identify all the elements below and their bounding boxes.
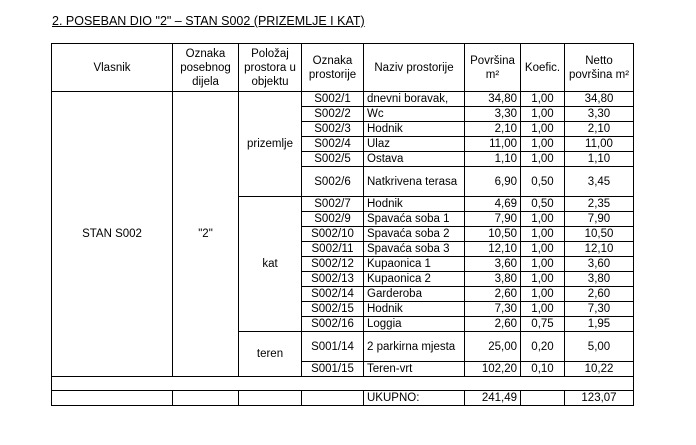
naziv-cell: Kupaonica 1 xyxy=(364,257,465,272)
netto-cell: 7,30 xyxy=(565,302,634,317)
total-empty xyxy=(173,391,239,406)
total-empty xyxy=(302,391,364,406)
povrsina-cell: 2,10 xyxy=(465,122,521,137)
povrsina-cell: 4,69 xyxy=(465,197,521,212)
oznaka-cell: S001/14 xyxy=(302,332,364,362)
koef-cell: 1,00 xyxy=(521,227,565,242)
naziv-cell: Teren-vrt xyxy=(364,362,465,377)
naziv-cell: Hodnik xyxy=(364,122,465,137)
povrsina-cell: 34,80 xyxy=(465,92,521,107)
naziv-cell: Wc xyxy=(364,107,465,122)
povrsina-cell: 1,10 xyxy=(465,152,521,167)
group-teren: teren xyxy=(239,332,302,377)
netto-cell: 3,80 xyxy=(565,272,634,287)
koef-cell: 0,20 xyxy=(521,332,565,362)
povrsina-cell: 2,60 xyxy=(465,287,521,302)
total-label: UKUPNO: xyxy=(364,391,465,406)
header-oznaka-dijela: Oznaka posebnog dijela xyxy=(173,44,239,92)
povrsina-cell: 6,90 xyxy=(465,167,521,197)
naziv-cell: Natkrivena terasa xyxy=(364,167,465,197)
povrsina-cell: 3,80 xyxy=(465,272,521,287)
header-netto: Netto površina m² xyxy=(565,44,634,92)
povrsina-cell: 2,60 xyxy=(465,317,521,332)
oznaka-cell: S002/5 xyxy=(302,152,364,167)
header-row xyxy=(52,44,634,92)
povrsina-cell: 3,60 xyxy=(465,257,521,272)
povrsina-cell: 7,90 xyxy=(465,212,521,227)
povrsina-cell: 25,00 xyxy=(465,332,521,362)
naziv-cell: Hodnik xyxy=(364,302,465,317)
koef-cell: 0,50 xyxy=(521,167,565,197)
naziv-cell: dnevni boravak, xyxy=(364,92,465,107)
povrsina-cell: 12,10 xyxy=(465,242,521,257)
spacer-row xyxy=(52,377,634,391)
header-naziv: Naziv prostorije xyxy=(364,44,465,92)
netto-cell: 12,10 xyxy=(565,242,634,257)
naziv-cell: Loggia xyxy=(364,317,465,332)
naziv-cell: Garderoba xyxy=(364,287,465,302)
povrsina-cell: 3,30 xyxy=(465,107,521,122)
total-empty xyxy=(52,391,173,406)
koef-cell: 0,50 xyxy=(521,197,565,212)
povrsina-cell: 102,20 xyxy=(465,362,521,377)
naziv-cell: Spavaća soba 2 xyxy=(364,227,465,242)
netto-cell: 1,10 xyxy=(565,152,634,167)
header-oznaka-prostorije: Oznaka prostorije xyxy=(302,44,364,92)
oznaka-cell: S002/14 xyxy=(302,287,364,302)
oznaka-cell: S002/1 xyxy=(302,92,364,107)
naziv-cell: Hodnik xyxy=(364,197,465,212)
netto-cell: 1,95 xyxy=(565,317,634,332)
naziv-cell: Ostava xyxy=(364,152,465,167)
koef-cell: 1,00 xyxy=(521,257,565,272)
part-cell: "2" xyxy=(173,92,239,377)
netto-cell: 3,60 xyxy=(565,257,634,272)
naziv-cell: 2 parkirna mjesta xyxy=(364,332,465,362)
header-koef: Koefic. xyxy=(521,44,565,92)
netto-cell: 7,90 xyxy=(565,212,634,227)
oznaka-cell: S002/12 xyxy=(302,257,364,272)
netto-cell: 2,10 xyxy=(565,122,634,137)
koef-cell: 1,00 xyxy=(521,122,565,137)
group-prizemlje: prizemlje xyxy=(239,92,302,197)
room-area-table xyxy=(51,43,634,406)
netto-cell: 10,22 xyxy=(565,362,634,377)
oznaka-cell: S002/15 xyxy=(302,302,364,317)
total-empty xyxy=(239,391,302,406)
oznaka-cell: S002/10 xyxy=(302,227,364,242)
koef-cell: 1,00 xyxy=(521,212,565,227)
oznaka-cell: S001/15 xyxy=(302,362,364,377)
koef-cell: 1,00 xyxy=(521,92,565,107)
netto-cell: 11,00 xyxy=(565,137,634,152)
netto-cell: 3,45 xyxy=(565,167,634,197)
oznaka-cell: S002/11 xyxy=(302,242,364,257)
oznaka-cell: S002/9 xyxy=(302,212,364,227)
oznaka-cell: S002/13 xyxy=(302,272,364,287)
koef-cell: 1,00 xyxy=(521,242,565,257)
netto-cell: 3,30 xyxy=(565,107,634,122)
owner-cell: STAN S002 xyxy=(52,92,173,377)
document-title: 2. POSEBAN DIO "2" – STAN S002 (PRIZEMLJE I KAT) xyxy=(52,14,365,28)
povrsina-cell: 11,00 xyxy=(465,137,521,152)
netto-cell: 34,80 xyxy=(565,92,634,107)
total-povrsina: 241,49 xyxy=(465,391,521,406)
povrsina-cell: 7,30 xyxy=(465,302,521,317)
oznaka-cell: S002/6 xyxy=(302,167,364,197)
table-row xyxy=(52,92,634,107)
koef-cell: 1,00 xyxy=(521,287,565,302)
header-polozaj: Položaj prostora u objektu xyxy=(239,44,302,92)
oznaka-cell: S002/3 xyxy=(302,122,364,137)
netto-cell: 2,35 xyxy=(565,197,634,212)
koef-cell: 1,00 xyxy=(521,152,565,167)
oznaka-cell: S002/2 xyxy=(302,107,364,122)
naziv-cell: Kupaonica 2 xyxy=(364,272,465,287)
povrsina-cell: 10,50 xyxy=(465,227,521,242)
netto-cell: 5,00 xyxy=(565,332,634,362)
naziv-cell: Spavaća soba 1 xyxy=(364,212,465,227)
oznaka-cell: S002/4 xyxy=(302,137,364,152)
naziv-cell: Spavaća soba 3 xyxy=(364,242,465,257)
netto-cell: 10,50 xyxy=(565,227,634,242)
oznaka-cell: S002/16 xyxy=(302,317,364,332)
oznaka-cell: S002/7 xyxy=(302,197,364,212)
total-row xyxy=(52,391,634,406)
koef-cell: 1,00 xyxy=(521,272,565,287)
koef-cell: 0,10 xyxy=(521,362,565,377)
naziv-cell: Ulaz xyxy=(364,137,465,152)
header-vlasnik: Vlasnik xyxy=(52,44,173,92)
koef-cell: 1,00 xyxy=(521,107,565,122)
spacer-cell xyxy=(52,377,634,391)
total-netto: 123,07 xyxy=(565,391,634,406)
header-povrsina: Površina m² xyxy=(465,44,521,92)
koef-cell: 0,75 xyxy=(521,317,565,332)
total-empty xyxy=(521,391,565,406)
netto-cell: 2,60 xyxy=(565,287,634,302)
koef-cell: 1,00 xyxy=(521,137,565,152)
koef-cell: 1,00 xyxy=(521,302,565,317)
group-kat: kat xyxy=(239,197,302,332)
